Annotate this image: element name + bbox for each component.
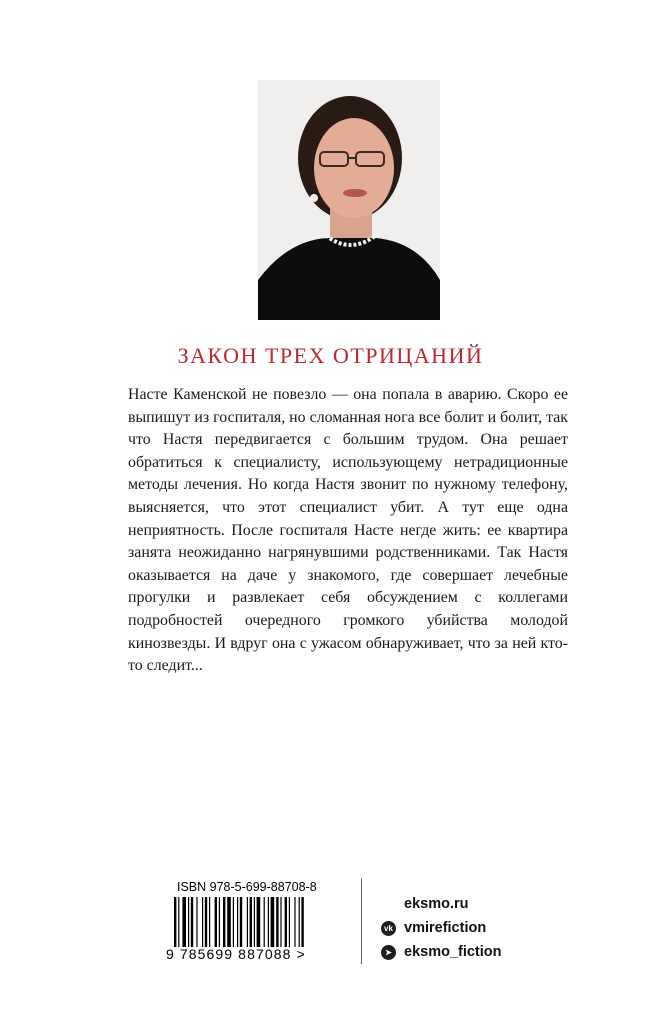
site-link-text: eksmo.ru <box>404 896 469 912</box>
site-link[interactable] <box>381 893 502 915</box>
telegram-link[interactable] <box>381 941 502 963</box>
annotation-text: Насте Каменской не повезло — она попала в аварию. Скоро ее выпишут из госпиталя, но сломанная нога все болит и болит, так что Настя передвигается с большим трудом. Она решает обратиться к специалисту, использующему нетрадиционные методы лечения. Но когда Настя звонит по нужному телефону, выясняется, что этот специалист убит. А тут еще одна неприятность. После госпиталя Насте негде жить: ее квартира занята неожиданно нагрянувшими родственниками. Так Настя оказывается на даче у знакомого, где совершает лечебные прогулки и развлекает себя обсуждением с коллегами подробностей очередного громкого убийства молодой кинозвезды. И вдруг она с ужасом обнаруживает, что за ней кто-то следит... <box>128 386 568 675</box>
book-annotation <box>128 384 568 678</box>
author-photo <box>258 80 440 320</box>
book-title: ЗАКОН ТРЕХ ОТРИЦАНИЙ <box>177 343 484 368</box>
telegram-icon: ➤ <box>381 945 396 960</box>
vk-link-text: vmirefiction <box>404 920 487 936</box>
telegram-link-text: eksmo_fiction <box>404 944 502 960</box>
vk-icon: vk <box>381 921 396 936</box>
divider <box>361 878 362 964</box>
publisher-links <box>381 893 502 965</box>
isbn-label: ISBN 978-5-699-88708-8 <box>177 880 317 894</box>
barcode <box>174 897 344 947</box>
vk-link[interactable] <box>381 917 502 939</box>
barcode-digits: 9 785699 887088 > <box>166 946 306 962</box>
